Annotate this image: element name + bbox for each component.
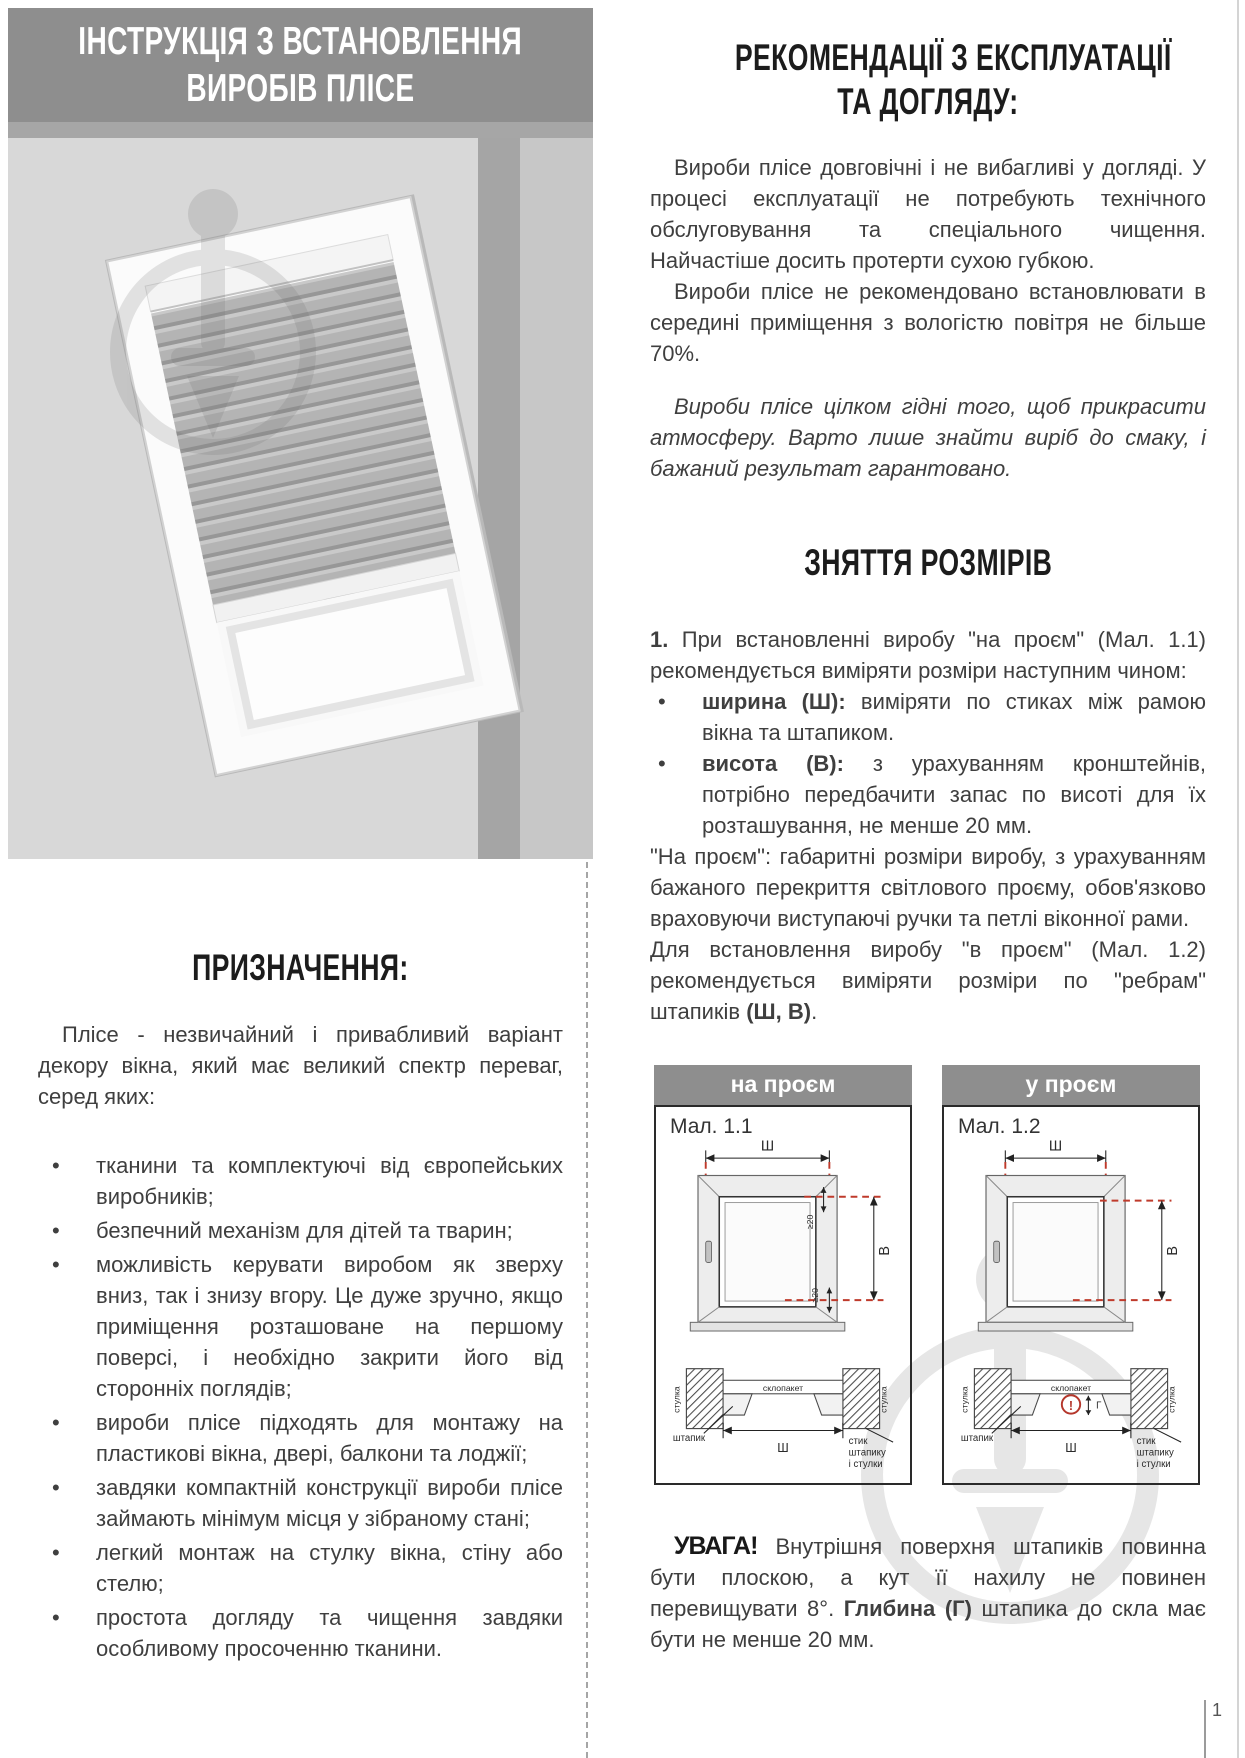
width-text: виміряти по стиках між рамою вікна та штапиком. [702, 689, 1206, 745]
list-item [650, 748, 1206, 841]
sash-right-label: стулка [878, 1386, 889, 1413]
joint-label-2: штапику [1136, 1447, 1174, 1459]
care-paragraph-1: Вироби плісе довговічні і не вибагливі у догляді. У процесі експлуатації не потребують технічного обслуговування та спеціального чищення. Найчастіше досить протерти сухою губкою. [650, 155, 1206, 273]
figure-1-header: на проєм [654, 1065, 912, 1105]
v-proem-period: . [811, 999, 818, 1024]
v-proem-dims: (Ш, В) [746, 999, 812, 1024]
left-column [8, 8, 593, 1667]
figure-1-drawing [656, 1133, 910, 1473]
measuring-step-1 [650, 624, 1206, 686]
width-term: ширина (Ш): [702, 689, 846, 714]
section-width-label: Ш [1065, 1440, 1077, 1455]
measuring-bullet-list [650, 686, 1206, 841]
joint-label-3: і стулки [1136, 1459, 1171, 1471]
page-number-rule [1204, 1700, 1206, 1758]
list-item [650, 686, 1206, 748]
purpose-title: ПРИЗНАЧЕННЯ: [192, 947, 409, 988]
figure-1-caption: Мал. 1.1 [670, 1115, 753, 1138]
dim-width-label: Ш [760, 1138, 775, 1155]
warning-exclamation: ! [1068, 1399, 1074, 1414]
attention-text-1: Внутрішня поверхня штапиків повинна бути плоскою, а кут її нахилу не повинен перевищувати 8°. [650, 1534, 1206, 1621]
height-text: з урахуванням кронштейнів, потрібно передбачити запас по висоті для їх розташування, не менше 20 мм. [702, 751, 1206, 838]
care-paragraph-3: Вироби плісе цілком гідні того, щоб прикрасити атмосферу. Варто лише знайти виріб до смаку, і бажаний результат гарантовано. [650, 394, 1206, 481]
sash-left-label: стулка [671, 1386, 682, 1413]
glass-unit-label: склопакет [762, 1382, 804, 1393]
attention-text-2: штапика до скла має бути не менше 20 мм. [650, 1596, 1206, 1652]
attention-bold: Глибина (Г) [843, 1596, 972, 1621]
list-item: • безпечний механізм для дітей та тварин; [38, 1215, 563, 1246]
care-title [650, 36, 1206, 124]
joint-label-2: штапику [848, 1447, 886, 1459]
window-handle [706, 1241, 712, 1262]
figure-2-drawing [944, 1133, 1198, 1473]
figure-u-proem [942, 1065, 1200, 1485]
list-item: • легкий монтаж на стулку вікна, стіну або стелю; [38, 1537, 563, 1599]
v-proem-text: Для встановлення виробу "в проєм" (Мал. 1.2) рекомендується виміряти розміри по "ребрам" штапиків [650, 937, 1206, 1024]
dim-height-label: В [877, 1246, 894, 1256]
dim-height-label: В [1165, 1246, 1182, 1256]
bead-label: штапик [672, 1433, 706, 1445]
figure-2-box [942, 1105, 1200, 1485]
v-proem-paragraph [650, 934, 1206, 1027]
list-item: • простота догляду та чищення завдяки особливому просоченню тканини. [38, 1602, 563, 1664]
purpose-bullet-list [38, 1150, 563, 1664]
list-item: • завдяки компактній конструкції вироби плісе займають мінімум місця у зібраному стані; [38, 1472, 563, 1534]
list-item: • вироби плісе підходять для монтажу на пластикові вікна, двері, балкони та лоджії; [38, 1407, 563, 1469]
care-title-line1: РЕКОМЕНДАЦІЇ З ЕКСПЛУАТАЦІЇ [734, 37, 1172, 78]
column-divider [586, 862, 588, 1758]
figure-1-box [654, 1105, 912, 1485]
joint-label-1: стик [1136, 1436, 1156, 1448]
depth-label: Г [1096, 1400, 1102, 1412]
page-number: 1 [1212, 1700, 1223, 1720]
page-right-border [1237, 0, 1239, 1758]
right-column [650, 36, 1206, 1655]
joint-label-3: і стулки [848, 1459, 883, 1471]
attention-label: УВАГА! [674, 1532, 758, 1560]
left-header [8, 8, 593, 122]
glass-unit-label: склопакет [1050, 1382, 1092, 1393]
bead-label: штапик [960, 1433, 994, 1445]
attention-paragraph [650, 1531, 1206, 1655]
left-header-line2: ВИРОБІВ ПЛІСЕ [186, 67, 415, 110]
left-header-line1: ІНСТРУКЦІЯ З ВСТАНОВЛЕННЯ [78, 20, 523, 63]
step-text: При встановленні виробу "на проєм" (Мал. 1.1) рекомендується виміряти розміри наступним чином: [650, 627, 1206, 683]
sash-right-label: стулка [1166, 1386, 1177, 1413]
sash-left-label: стулка [959, 1386, 970, 1413]
measuring-title: ЗНЯТТЯ РОЗМІРІВ [803, 542, 1053, 583]
care-paragraph-2: Вироби плісе не рекомендовано встановлювати в середині приміщення з вологістю повітря не більше 70%. [650, 279, 1206, 366]
height-term: висота (В): [702, 751, 844, 776]
dim-width-label: Ш [1048, 1138, 1063, 1155]
purpose-section [8, 947, 593, 1664]
product-photo [8, 122, 593, 859]
joint-label-1: стик [848, 1436, 868, 1448]
purpose-intro: Плісе - незвичайний і привабливий варіант декору вікна, який має великий спектр переваг, серед яких: [38, 1022, 563, 1109]
list-item: • тканини та комплектуючі від європейських виробників; [38, 1150, 563, 1212]
section-width-label: Ш [777, 1440, 789, 1455]
window-handle [994, 1241, 1000, 1262]
figures-row [654, 1065, 1206, 1485]
step-number: 1. [650, 627, 669, 652]
window-photo-illustration [8, 122, 593, 859]
care-title-line2: ТА ДОГЛЯДУ: [837, 81, 1019, 122]
figure-2-header: у проєм [942, 1065, 1200, 1105]
gap-top-label: ≥20 [804, 1214, 815, 1230]
gap-bottom-label: ≥20 [809, 1288, 820, 1303]
figure-2-caption: Мал. 1.2 [958, 1115, 1041, 1138]
measuring-title-wrap [650, 542, 1206, 584]
na-proem-paragraph: "На проєм": габаритні розміри виробу, з урахуванням бажаного перекриття світлового проєму, обов'язково враховуючи виступаючі ручки та петлі віконної рами. [650, 844, 1206, 931]
list-item: • можливість керувати виробом як зверху вниз, так і знизу вгору. Це дуже зручно, якщо приміщення розташоване на першому поверсі, і необхідно закрити його від сторонніх поглядів; [38, 1249, 563, 1404]
figure-na-proem [654, 1065, 912, 1485]
